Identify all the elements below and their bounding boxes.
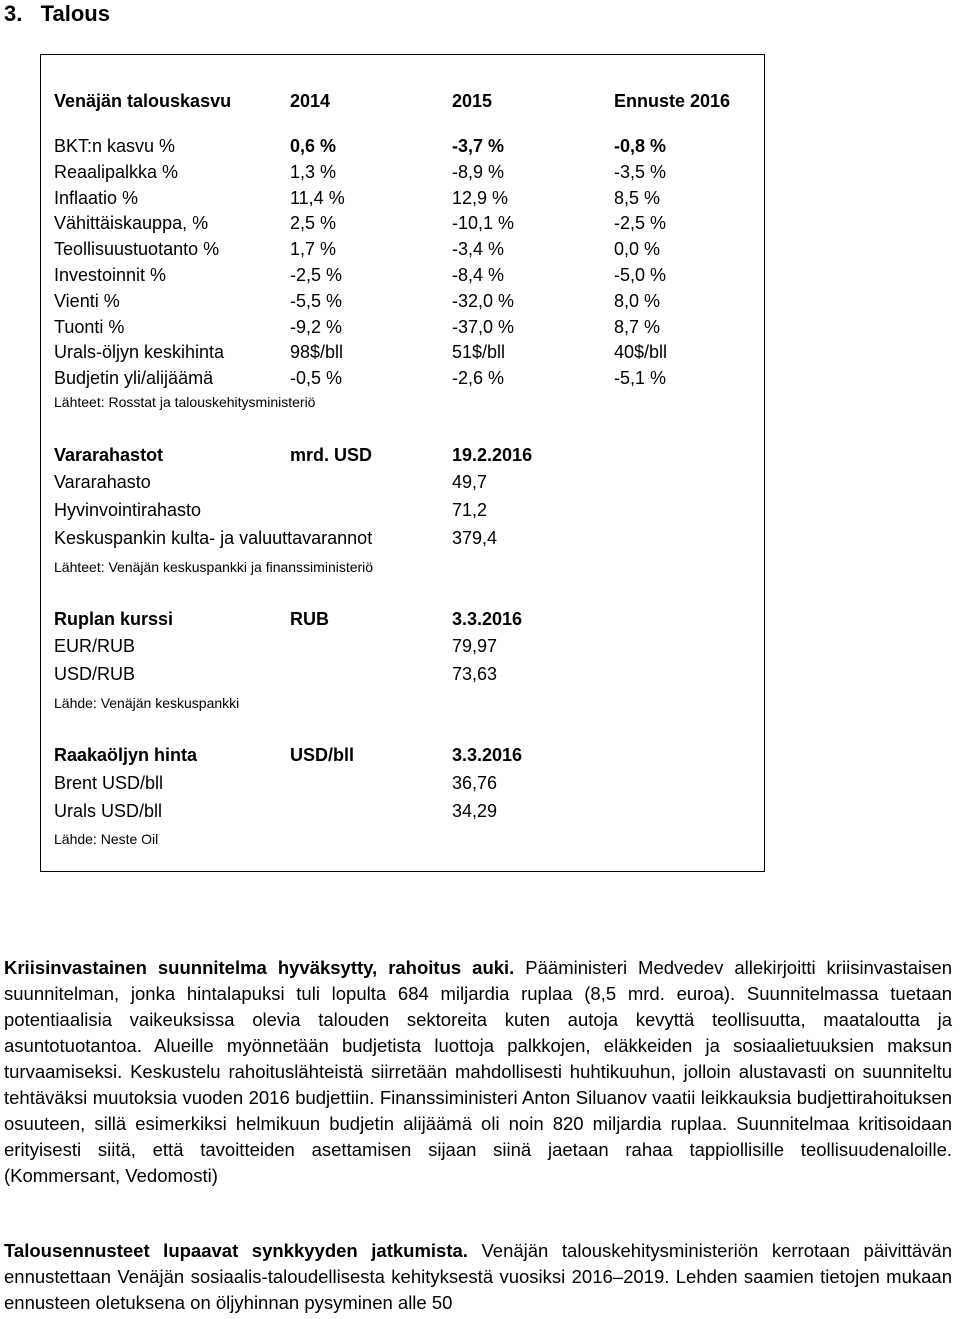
ruble-header-label: Ruplan kurssi	[54, 609, 174, 629]
row-value: -2,5 %	[290, 265, 343, 285]
paragraph-title: Kriisinvastainen suunnitelma hyväksytty, rahoitus auki.	[4, 957, 515, 978]
row-value: -37,0 %	[452, 316, 515, 337]
row-label: BKT:n kasvu %	[54, 136, 176, 156]
section-heading: 3. Talous	[4, 1, 110, 26]
growth-header-2015: 2015	[452, 91, 493, 111]
row-value: -3,5 %	[614, 161, 667, 182]
row-value: 51$/bll	[452, 342, 506, 363]
paragraph-body: Venäjän talouskehitysministeriön kerrotaan päivittävän ennustettaan Venäjän sosiaalis-taloudellisesta kehityksestä vuosiksi 2016–2019. Lehden saamien tietojen mukaan ennusteen oletuksena on öljyhinnan pysyminen alle 50	[4, 1240, 952, 1313]
oil-header-date: 3.3.2016	[452, 745, 523, 765]
row-label: Vararahasto	[54, 472, 151, 492]
row-label: Inflaatio %	[54, 187, 139, 208]
row-value: -32,0 %	[452, 290, 515, 311]
row-label: Vähittäiskauppa, %	[54, 213, 209, 234]
row-label: Budjetin yli/alijäämä	[54, 368, 214, 389]
paragraph-crisis-plan	[4, 955, 952, 1189]
ruble-header-date: 3.3.2016	[452, 609, 523, 629]
row-value: -0,8 %	[614, 136, 667, 156]
row-label: USD/RUB	[54, 664, 136, 684]
row-label: Hyvinvointirahasto	[54, 500, 202, 520]
reserves-header-unit: mrd. USD	[290, 445, 373, 465]
growth-header-label: Venäjän talouskasvu	[54, 91, 232, 111]
row-value: 11,4 %	[290, 187, 345, 208]
row-value: 73,63	[452, 664, 498, 684]
row-value: -0,5 %	[290, 368, 343, 389]
row-value: 1,7 %	[290, 239, 337, 260]
row-label: Investoinnit %	[54, 265, 167, 285]
row-value: -2,5 %	[614, 213, 667, 234]
oil-header-unit: USD/bll	[290, 745, 355, 765]
row-label: EUR/RUB	[54, 636, 136, 656]
ruble-table-source: Lähde: Venäjän keskuspankki	[54, 695, 240, 711]
row-value: -3,4 %	[452, 239, 505, 260]
row-value: 0,0 %	[614, 239, 661, 260]
row-value: 0,6 %	[290, 136, 337, 156]
row-value: 8,5 %	[614, 187, 661, 208]
row-value: 379,4	[452, 528, 498, 548]
reserves-table-source: Lähteet: Venäjän keskuspankki ja finanssiministeriö	[54, 559, 374, 575]
row-value: 71,2	[452, 500, 488, 520]
row-value: 8,0 %	[614, 290, 661, 311]
row-value: -3,7 %	[452, 136, 505, 156]
row-label: Teollisuustuotanto %	[54, 239, 220, 260]
row-value: -5,0 %	[614, 265, 667, 285]
reserves-header-date: 19.2.2016	[452, 445, 533, 465]
row-value: -10,1 %	[452, 213, 515, 234]
row-value: -8,9 %	[452, 161, 505, 182]
ruble-header-unit: RUB	[290, 609, 329, 629]
row-label: Reaalipalkka %	[54, 161, 179, 182]
row-value: 36,76	[452, 773, 498, 793]
row-value: -5,5 %	[290, 290, 343, 311]
paragraph-title: Talousennusteet lupaavat synkkyyden jatkumista.	[4, 1240, 468, 1261]
row-value: 98$/bll	[290, 342, 344, 363]
row-value: -5,1 %	[614, 368, 667, 389]
row-value: 79,97	[452, 636, 498, 656]
row-value: -2,6 %	[452, 368, 505, 389]
oil-header-label: Raakaöljyn hinta	[54, 745, 198, 765]
row-label: Tuonti %	[54, 316, 125, 337]
row-value: 8,7 %	[614, 316, 661, 337]
oil-table-source: Lähde: Neste Oil	[54, 831, 159, 847]
row-value: 2,5 %	[290, 213, 337, 234]
row-value: 34,29	[452, 801, 498, 821]
row-value: 1,3 %	[290, 161, 337, 182]
row-value: -9,2 %	[290, 316, 343, 337]
reserves-header-label: Vararahastot	[54, 445, 164, 465]
growth-header-2014: 2014	[290, 91, 331, 111]
growth-header-2016: Ennuste 2016	[614, 91, 731, 111]
row-label: Keskuspankin kulta- ja valuuttavarannot	[54, 528, 373, 548]
paragraph-forecasts	[4, 1238, 952, 1316]
row-label: Vienti %	[54, 290, 120, 311]
row-value: 49,7	[452, 472, 488, 492]
row-label: Brent USD/bll	[54, 773, 164, 793]
row-label: Urals USD/bll	[54, 801, 163, 821]
paragraph-body: Pääministeri Medvedev allekirjoitti kriisinvastaisen suunnitelman, jonka hintalapuksi tuli lopulta 684 miljardia ruplaa (8,5 mrd. euroa). Suunnitelmassa tuetaan potentiaalisia vaikeuksissa olevia talouden sektoreita kuten autoja kevyttä teollisuutta, maataloutta ja asuntotuotantoa. Alueille myönnetään budjetista luottoja palkkojen, eläkkeiden ja sosiaalietuuksien maksun turvaamiseksi. Keskustelu rahoituslähteistä siirretään mahdollisesti huhtikuuhun, jolloin alustavasti on suunniteltu tehtäväksi muutoksia vuoden 2016 budjettiin. Finanssiministeri Anton Siluanov vaatii leikkauksia budjettirahoituksen osuuteen, sillä esimerkiksi helmikuun budjetin alijäämä oli noin 820 miljardia ruplaa. Suunnitelmaa kritisoidaan erityisesti siitä, että tavoitteiden asettamisen sijaan siinä jaetaan rahaa tappiollisille teollisuudenaloille. (Kommersant, Vedomosti)	[4, 957, 952, 1186]
row-label: Urals-öljyn keskihinta	[54, 342, 225, 363]
row-value: -8,4 %	[452, 265, 505, 285]
growth-table-source: Lähteet: Rosstat ja talouskehitysministeriö	[54, 394, 316, 410]
row-value: 40$/bll	[614, 342, 668, 363]
row-value: 12,9 %	[452, 187, 509, 208]
